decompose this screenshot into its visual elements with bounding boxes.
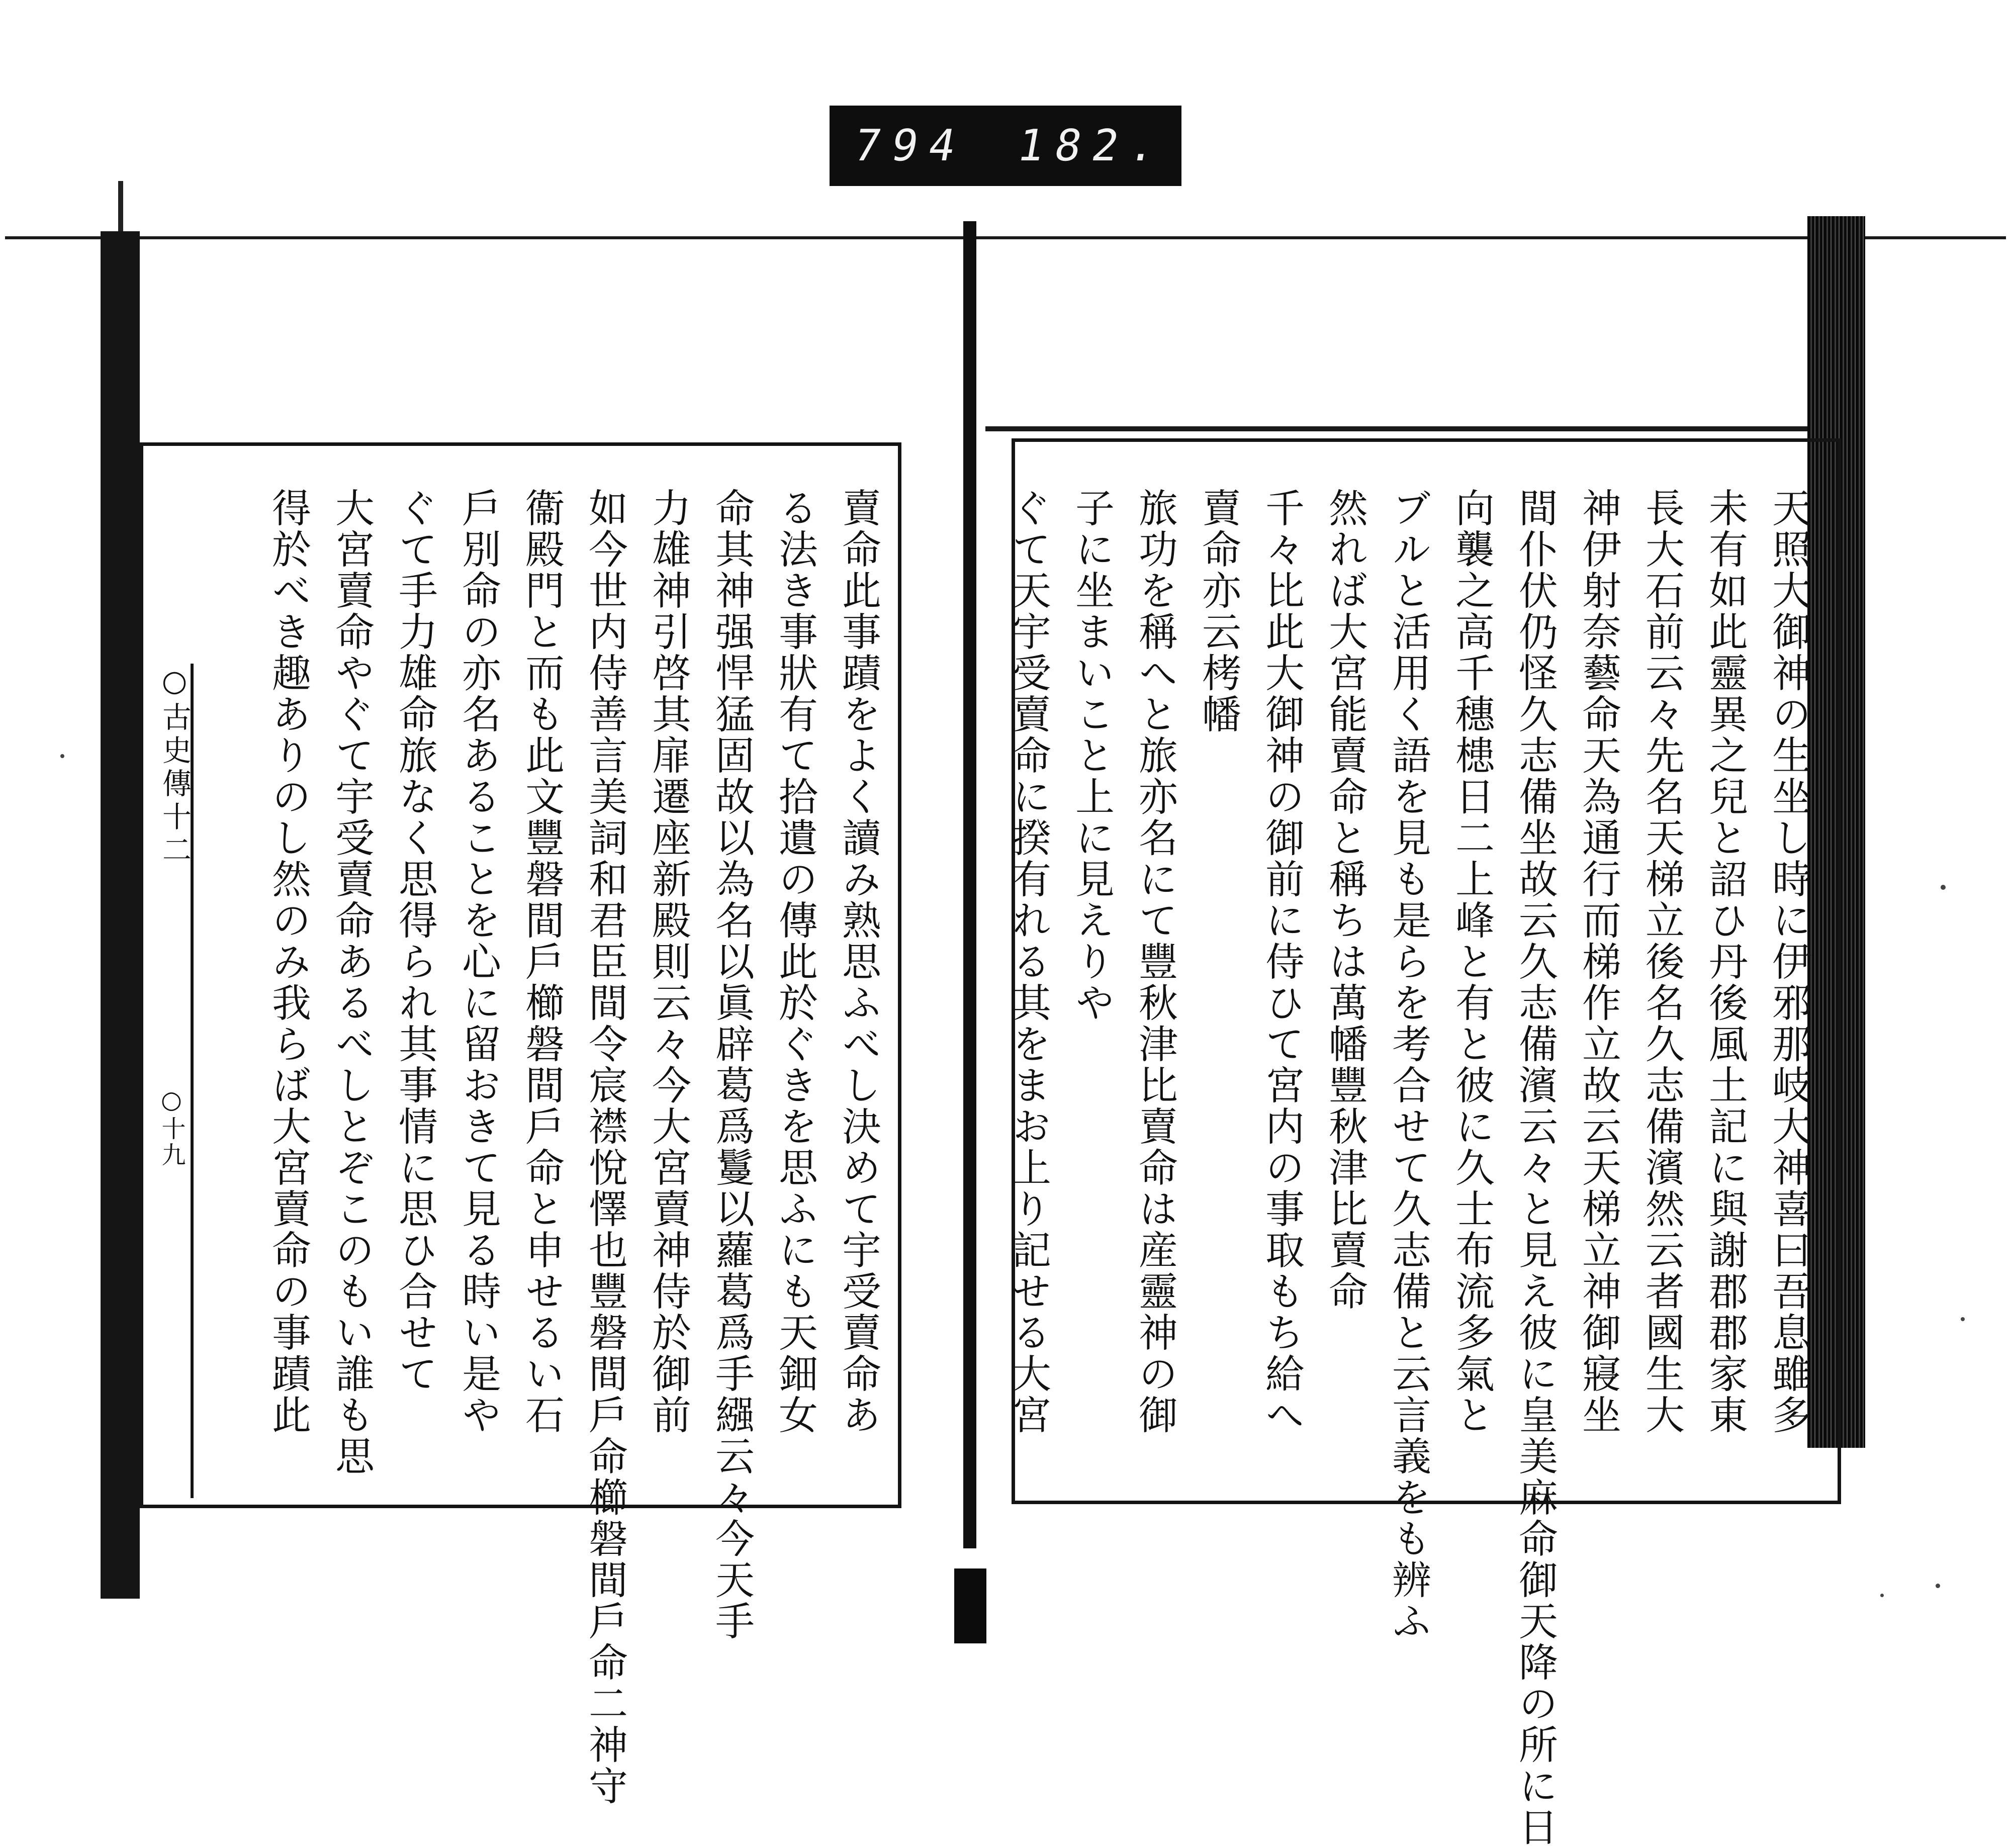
text-column: 如今世内侍善言美詞和君臣間令宸襟悅懌也豐磐間戶命櫛磐間戶命二神守 (582, 488, 627, 1807)
text-column: 衞殿門と而も此文豐磐間戶櫛磐間戶命と申せるい石 (519, 488, 564, 1436)
gutter-column (143, 664, 194, 1498)
text-column: 力雄神引啓其扉遷座新殿則云々今大宮賣神侍於御前 (646, 488, 691, 1436)
text-column: 神伊射奈藝命天為通行而梯作立故云天梯立神御寢坐 (1576, 488, 1621, 1436)
scan-speck (1941, 885, 1946, 890)
text-column: 戶別命の亦名あることを心に留おきて見る時い是や (455, 488, 501, 1436)
gutter-book-title: ○古史傳十二 (157, 664, 192, 868)
text-column: 未有如此靈異之兒と詔ひ丹後風土記に與謝郡郡家東 (1702, 488, 1748, 1436)
text-column: ぐて手力雄命旅なく思得られ其事情に思ひ合せて (392, 488, 437, 1395)
book-spine (963, 221, 976, 1548)
text-column: 命其神强悍猛固故以為名以眞辟葛爲鬘以蘿葛爲手繦云々今天手 (709, 488, 754, 1642)
text-column: 向襲之高千穗槵日二上峰と有と彼に久士布流多氣と (1449, 488, 1494, 1436)
scanner-top-rule (5, 236, 2006, 239)
left-binding (101, 231, 140, 1599)
left-page-text (201, 488, 890, 1807)
text-column: ブルと活用く語を見も是らを考合せて久志備と云言義をも辨ふ (1386, 488, 1431, 1642)
book-spine-foot (954, 1568, 986, 1643)
scan-speck (60, 754, 64, 758)
scan-speck (1961, 1317, 1965, 1321)
scan-speck (1880, 1594, 1884, 1597)
text-column: 旅功を稱へと旅亦名にて豐秋津比賣命は産靈神の御 (1132, 488, 1177, 1436)
text-column: 間仆伏仍怪久志備坐故云久志備濱云々と見え彼に皇美麻命御天降の所に日 (1512, 488, 1558, 1848)
text-column: 賣命此事蹟をよく讀み熟思ふべし決めて宇受賣命あ (836, 488, 881, 1436)
text-column: 千々比此大御神の御前に侍ひて宮内の事取もち給へ (1259, 488, 1304, 1436)
text-column: ぐて天宇受賣命に揆有れる其をまお上り記せる大宮 (1006, 488, 1051, 1436)
text-column: 賣命亦云栲幡 (1196, 488, 1241, 735)
text-column: 得於べき趣ありのし然のみ我らば大宮賣命の事蹟此 (265, 488, 311, 1436)
text-column: 子に坐まいこと上に見えりや (1069, 488, 1114, 1024)
text-column: 長大石前云々先名天梯立後名久志備濱然云者國生大 (1639, 488, 1684, 1436)
right-page-text (1006, 488, 1820, 1848)
scan-speck (1936, 1584, 1940, 1588)
archive-number-tag (830, 106, 1181, 186)
text-column: る法き事狀有て拾遺の傳此於ぐきを思ふにも天鈿女 (772, 488, 817, 1436)
archive-number-right: 182. (1014, 121, 1171, 171)
text-column: 天照大御神の生坐し時に伊邪那岐大神喜曰吾息雖多 (1766, 488, 1811, 1436)
gutter-page-number: ○十九 (157, 1086, 186, 1168)
right-page-top-band (985, 426, 1825, 431)
text-column: 然れば大宮能賣命と稱ちは萬幡豐秋津比賣命 (1322, 488, 1367, 1312)
text-column: 大宮賣命やぐて宇受賣命あるべしとぞこのもい誰も思 (329, 488, 374, 1477)
archive-number-left: 794 (850, 121, 971, 171)
